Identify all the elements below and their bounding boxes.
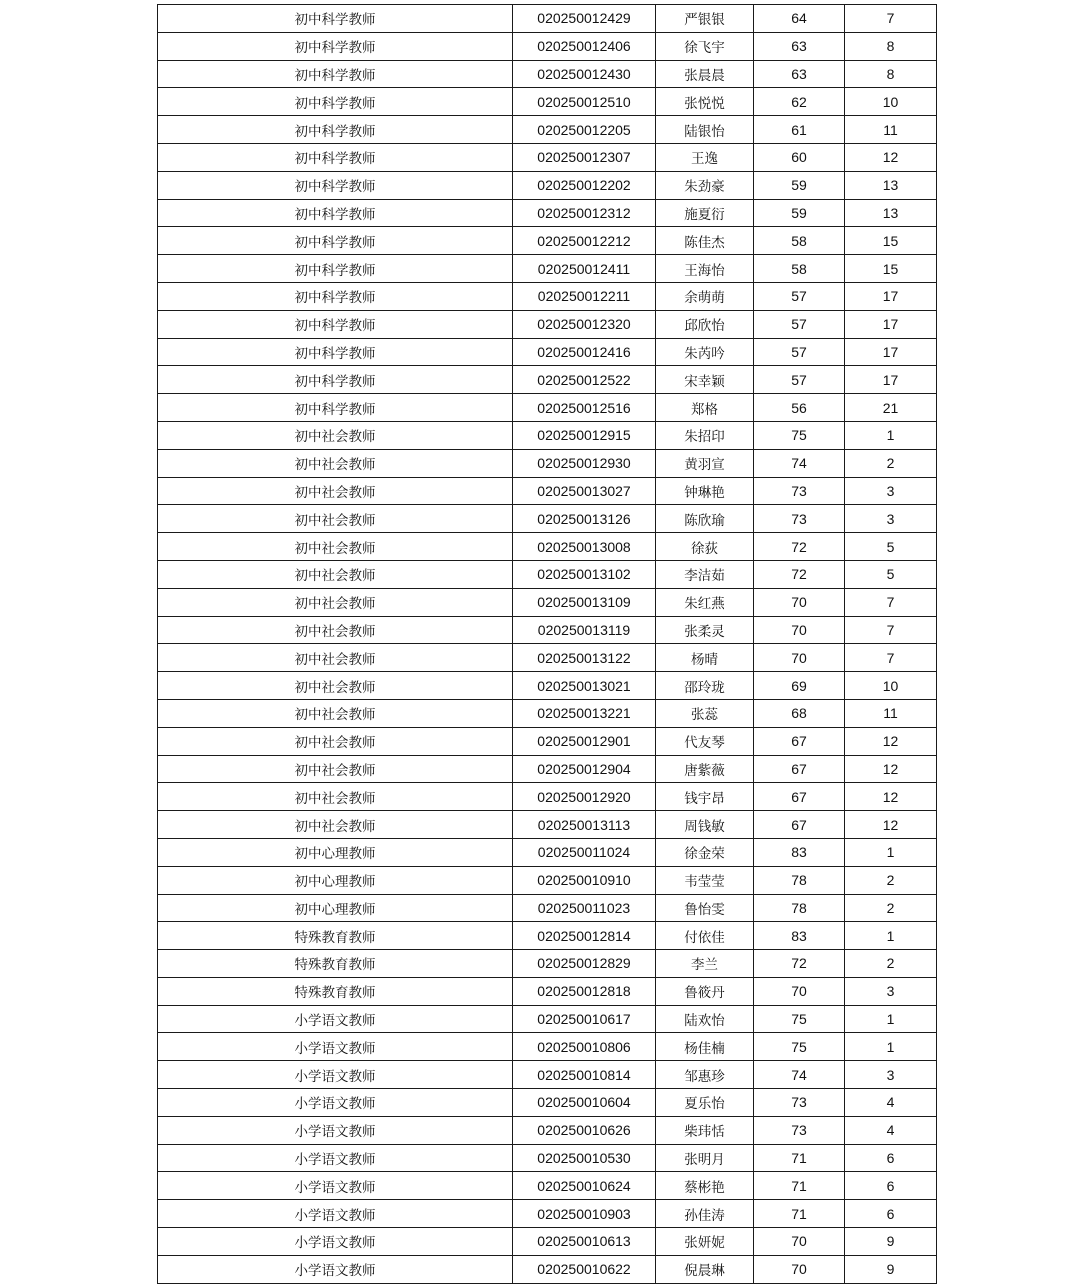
exam-number-cell: 020250012430	[513, 60, 656, 88]
score-cell: 67	[754, 755, 845, 783]
candidate-name-cell: 张柔灵	[656, 616, 754, 644]
exam-number-cell: 020250013221	[513, 699, 656, 727]
table-row	[158, 1033, 937, 1061]
exam-number-cell: 020250013113	[513, 811, 656, 839]
table-row	[158, 143, 937, 171]
position-cell: 初中心理教师	[158, 838, 513, 866]
score-cell: 71	[754, 1144, 845, 1172]
score-cell: 63	[754, 60, 845, 88]
score-cell: 56	[754, 394, 845, 422]
exam-number-cell: 020250013008	[513, 533, 656, 561]
rank-cell: 15	[845, 255, 937, 283]
exam-number-cell: 020250012416	[513, 338, 656, 366]
exam-number-cell: 020250012814	[513, 922, 656, 950]
exam-number-cell: 020250013021	[513, 672, 656, 700]
candidate-name-cell: 杨晴	[656, 644, 754, 672]
score-cell: 59	[754, 171, 845, 199]
rank-cell: 7	[845, 588, 937, 616]
candidate-name-cell: 张明月	[656, 1144, 754, 1172]
score-cell: 75	[754, 1005, 845, 1033]
score-cell: 67	[754, 811, 845, 839]
rank-cell: 13	[845, 199, 937, 227]
position-cell: 特殊教育教师	[158, 977, 513, 1005]
score-cell: 75	[754, 1033, 845, 1061]
score-cell: 63	[754, 32, 845, 60]
candidate-name-cell: 朱芮吟	[656, 338, 754, 366]
table-row	[158, 32, 937, 60]
exam-number-cell: 020250012915	[513, 421, 656, 449]
rank-cell: 1	[845, 1033, 937, 1061]
table-row	[158, 672, 937, 700]
candidate-name-cell: 夏乐怡	[656, 1089, 754, 1117]
position-cell: 初中社会教师	[158, 783, 513, 811]
candidate-name-cell: 朱招印	[656, 421, 754, 449]
position-cell: 初中社会教师	[158, 421, 513, 449]
exam-number-cell: 020250012522	[513, 366, 656, 394]
candidate-name-cell: 王逸	[656, 143, 754, 171]
table-row	[158, 394, 937, 422]
rank-cell: 6	[845, 1144, 937, 1172]
position-cell: 初中科学教师	[158, 116, 513, 144]
exam-number-cell: 020250012516	[513, 394, 656, 422]
score-ranking-table	[157, 4, 937, 1284]
score-cell: 83	[754, 922, 845, 950]
exam-number-cell: 020250010910	[513, 866, 656, 894]
position-cell: 小学语文教师	[158, 1089, 513, 1117]
score-cell: 78	[754, 866, 845, 894]
rank-cell: 10	[845, 88, 937, 116]
candidate-name-cell: 鲁筱丹	[656, 977, 754, 1005]
table-row	[158, 1228, 937, 1256]
table-row	[158, 755, 937, 783]
position-cell: 初中科学教师	[158, 171, 513, 199]
rank-cell: 3	[845, 1061, 937, 1089]
score-cell: 73	[754, 477, 845, 505]
table-row	[158, 1005, 937, 1033]
candidate-name-cell: 陆银怡	[656, 116, 754, 144]
exam-number-cell: 020250012904	[513, 755, 656, 783]
score-cell: 73	[754, 505, 845, 533]
candidate-name-cell: 严银银	[656, 5, 754, 33]
table-row	[158, 255, 937, 283]
score-cell: 74	[754, 1061, 845, 1089]
score-cell: 64	[754, 5, 845, 33]
rank-cell: 15	[845, 227, 937, 255]
table-body	[158, 5, 937, 1284]
score-cell: 73	[754, 1116, 845, 1144]
rank-cell: 12	[845, 727, 937, 755]
exam-number-cell: 020250013102	[513, 560, 656, 588]
position-cell: 初中社会教师	[158, 449, 513, 477]
candidate-name-cell: 付依佳	[656, 922, 754, 950]
score-cell: 57	[754, 310, 845, 338]
table-row	[158, 1255, 937, 1283]
score-cell: 57	[754, 338, 845, 366]
exam-number-cell: 020250010626	[513, 1116, 656, 1144]
table-row	[158, 950, 937, 978]
score-cell: 72	[754, 560, 845, 588]
position-cell: 小学语文教师	[158, 1144, 513, 1172]
position-cell: 小学语文教师	[158, 1005, 513, 1033]
exam-number-cell: 020250012411	[513, 255, 656, 283]
rank-cell: 3	[845, 477, 937, 505]
candidate-name-cell: 代友琴	[656, 727, 754, 755]
position-cell: 小学语文教师	[158, 1033, 513, 1061]
position-cell: 小学语文教师	[158, 1116, 513, 1144]
table-row	[158, 366, 937, 394]
table-row	[158, 171, 937, 199]
table-row	[158, 894, 937, 922]
rank-cell: 6	[845, 1200, 937, 1228]
exam-number-cell: 020250012312	[513, 199, 656, 227]
rank-cell: 2	[845, 449, 937, 477]
candidate-name-cell: 张悦悦	[656, 88, 754, 116]
table-row	[158, 783, 937, 811]
score-cell: 67	[754, 783, 845, 811]
rank-cell: 12	[845, 143, 937, 171]
table-row	[158, 727, 937, 755]
position-cell: 初中社会教师	[158, 727, 513, 755]
table-row	[158, 699, 937, 727]
score-cell: 70	[754, 977, 845, 1005]
position-cell: 小学语文教师	[158, 1255, 513, 1283]
position-cell: 特殊教育教师	[158, 950, 513, 978]
candidate-name-cell: 孙佳涛	[656, 1200, 754, 1228]
exam-number-cell: 020250012920	[513, 783, 656, 811]
position-cell: 初中科学教师	[158, 338, 513, 366]
table-row	[158, 866, 937, 894]
exam-number-cell: 020250012211	[513, 282, 656, 310]
rank-cell: 17	[845, 338, 937, 366]
position-cell: 小学语文教师	[158, 1172, 513, 1200]
score-cell: 70	[754, 588, 845, 616]
table-row	[158, 1200, 937, 1228]
score-cell: 70	[754, 616, 845, 644]
rank-cell: 21	[845, 394, 937, 422]
score-cell: 58	[754, 255, 845, 283]
exam-number-cell: 020250010814	[513, 1061, 656, 1089]
table-row	[158, 60, 937, 88]
rank-cell: 7	[845, 5, 937, 33]
candidate-name-cell: 陆欢怡	[656, 1005, 754, 1033]
table-row	[158, 477, 937, 505]
exam-number-cell: 020250010617	[513, 1005, 656, 1033]
table-row	[158, 5, 937, 33]
exam-number-cell: 020250010622	[513, 1255, 656, 1283]
score-cell: 70	[754, 644, 845, 672]
score-cell: 57	[754, 366, 845, 394]
position-cell: 初中科学教师	[158, 282, 513, 310]
table-row	[158, 560, 937, 588]
score-cell: 60	[754, 143, 845, 171]
rank-cell: 1	[845, 1005, 937, 1033]
candidate-name-cell: 邵玲珑	[656, 672, 754, 700]
candidate-name-cell: 杨佳楠	[656, 1033, 754, 1061]
position-cell: 初中社会教师	[158, 505, 513, 533]
exam-number-cell: 020250010530	[513, 1144, 656, 1172]
rank-cell: 12	[845, 783, 937, 811]
table-row	[158, 1061, 937, 1089]
rank-cell: 8	[845, 32, 937, 60]
score-cell: 61	[754, 116, 845, 144]
position-cell: 初中科学教师	[158, 143, 513, 171]
position-cell: 初中科学教师	[158, 5, 513, 33]
exam-number-cell: 020250012510	[513, 88, 656, 116]
candidate-name-cell: 邹惠珍	[656, 1061, 754, 1089]
exam-number-cell: 020250012205	[513, 116, 656, 144]
score-cell: 69	[754, 672, 845, 700]
score-cell: 75	[754, 421, 845, 449]
rank-cell: 10	[845, 672, 937, 700]
table-row	[158, 227, 937, 255]
exam-number-cell: 020250012829	[513, 950, 656, 978]
table-row	[158, 421, 937, 449]
exam-number-cell: 020250012429	[513, 5, 656, 33]
rank-cell: 4	[845, 1116, 937, 1144]
table-row	[158, 338, 937, 366]
table-row	[158, 449, 937, 477]
rank-cell: 17	[845, 310, 937, 338]
rank-cell: 3	[845, 977, 937, 1005]
rank-cell: 12	[845, 811, 937, 839]
candidate-name-cell: 陈佳杰	[656, 227, 754, 255]
candidate-name-cell: 蔡彬艳	[656, 1172, 754, 1200]
score-cell: 72	[754, 533, 845, 561]
rank-cell: 11	[845, 699, 937, 727]
score-cell: 58	[754, 227, 845, 255]
position-cell: 初中科学教师	[158, 227, 513, 255]
position-cell: 初中科学教师	[158, 88, 513, 116]
rank-cell: 13	[845, 171, 937, 199]
candidate-name-cell: 柴玮恬	[656, 1116, 754, 1144]
exam-number-cell: 020250012320	[513, 310, 656, 338]
candidate-name-cell: 张妍妮	[656, 1228, 754, 1256]
exam-number-cell: 020250010613	[513, 1228, 656, 1256]
rank-cell: 2	[845, 866, 937, 894]
candidate-name-cell: 倪晨琳	[656, 1255, 754, 1283]
position-cell: 初中科学教师	[158, 199, 513, 227]
position-cell: 初中科学教师	[158, 310, 513, 338]
table-row	[158, 1172, 937, 1200]
position-cell: 初中社会教师	[158, 560, 513, 588]
score-cell: 62	[754, 88, 845, 116]
candidate-name-cell: 徐飞宇	[656, 32, 754, 60]
position-cell: 初中社会教师	[158, 588, 513, 616]
exam-number-cell: 020250012212	[513, 227, 656, 255]
candidate-name-cell: 宋幸颖	[656, 366, 754, 394]
table-row	[158, 1116, 937, 1144]
exam-number-cell: 020250011024	[513, 838, 656, 866]
score-cell: 74	[754, 449, 845, 477]
rank-cell: 8	[845, 60, 937, 88]
table-row	[158, 922, 937, 950]
score-cell: 59	[754, 199, 845, 227]
candidate-name-cell: 邱欣怡	[656, 310, 754, 338]
position-cell: 初中科学教师	[158, 255, 513, 283]
candidate-name-cell: 张晨晨	[656, 60, 754, 88]
rank-cell: 17	[845, 366, 937, 394]
candidate-name-cell: 钱宇昂	[656, 783, 754, 811]
position-cell: 初中科学教师	[158, 60, 513, 88]
score-cell: 57	[754, 282, 845, 310]
rank-cell: 4	[845, 1089, 937, 1117]
score-cell: 71	[754, 1200, 845, 1228]
score-cell: 70	[754, 1255, 845, 1283]
candidate-name-cell: 鲁怡雯	[656, 894, 754, 922]
table-row	[158, 1144, 937, 1172]
exam-number-cell: 020250011023	[513, 894, 656, 922]
score-cell: 78	[754, 894, 845, 922]
table-row	[158, 838, 937, 866]
candidate-name-cell: 陈欣瑜	[656, 505, 754, 533]
exam-number-cell: 020250013027	[513, 477, 656, 505]
rank-cell: 2	[845, 894, 937, 922]
table-row	[158, 310, 937, 338]
candidate-name-cell: 徐荻	[656, 533, 754, 561]
rank-cell: 6	[845, 1172, 937, 1200]
position-cell: 初中社会教师	[158, 811, 513, 839]
rank-cell: 1	[845, 922, 937, 950]
exam-number-cell: 020250012930	[513, 449, 656, 477]
position-cell: 初中社会教师	[158, 699, 513, 727]
candidate-name-cell: 张蕊	[656, 699, 754, 727]
table-row	[158, 588, 937, 616]
candidate-name-cell: 施夏衍	[656, 199, 754, 227]
exam-number-cell: 020250010624	[513, 1172, 656, 1200]
candidate-name-cell: 郑格	[656, 394, 754, 422]
exam-number-cell: 020250010604	[513, 1089, 656, 1117]
table-row	[158, 199, 937, 227]
table-row	[158, 977, 937, 1005]
exam-number-cell: 020250013119	[513, 616, 656, 644]
rank-cell: 1	[845, 838, 937, 866]
score-cell: 67	[754, 727, 845, 755]
position-cell: 初中社会教师	[158, 755, 513, 783]
candidate-name-cell: 韦莹莹	[656, 866, 754, 894]
table-row	[158, 616, 937, 644]
exam-number-cell: 020250013109	[513, 588, 656, 616]
rank-cell: 7	[845, 644, 937, 672]
score-cell: 70	[754, 1228, 845, 1256]
rank-cell: 2	[845, 950, 937, 978]
candidate-name-cell: 朱劲豪	[656, 171, 754, 199]
position-cell: 初中科学教师	[158, 366, 513, 394]
rank-cell: 3	[845, 505, 937, 533]
score-cell: 71	[754, 1172, 845, 1200]
rank-cell: 7	[845, 616, 937, 644]
candidate-name-cell: 徐金荣	[656, 838, 754, 866]
exam-number-cell: 020250010806	[513, 1033, 656, 1061]
position-cell: 初中科学教师	[158, 32, 513, 60]
table-row	[158, 88, 937, 116]
position-cell: 特殊教育教师	[158, 922, 513, 950]
table-row	[158, 811, 937, 839]
exam-number-cell: 020250013126	[513, 505, 656, 533]
candidate-name-cell: 王海怡	[656, 255, 754, 283]
candidate-name-cell: 钟琳艳	[656, 477, 754, 505]
score-cell: 73	[754, 1089, 845, 1117]
exam-number-cell: 020250012901	[513, 727, 656, 755]
table-row	[158, 282, 937, 310]
position-cell: 初中社会教师	[158, 644, 513, 672]
table-row	[158, 116, 937, 144]
results-table-wrapper	[157, 4, 937, 1284]
rank-cell: 1	[845, 421, 937, 449]
position-cell: 初中社会教师	[158, 477, 513, 505]
score-cell: 72	[754, 950, 845, 978]
rank-cell: 9	[845, 1228, 937, 1256]
candidate-name-cell: 唐紫薇	[656, 755, 754, 783]
score-cell: 68	[754, 699, 845, 727]
table-row	[158, 505, 937, 533]
position-cell: 小学语文教师	[158, 1061, 513, 1089]
rank-cell: 12	[845, 755, 937, 783]
exam-number-cell: 020250012307	[513, 143, 656, 171]
position-cell: 小学语文教师	[158, 1228, 513, 1256]
candidate-name-cell: 朱红燕	[656, 588, 754, 616]
candidate-name-cell: 李兰	[656, 950, 754, 978]
exam-number-cell: 020250012202	[513, 171, 656, 199]
rank-cell: 5	[845, 560, 937, 588]
candidate-name-cell: 黄羽宣	[656, 449, 754, 477]
position-cell: 初中科学教师	[158, 394, 513, 422]
candidate-name-cell: 余萌萌	[656, 282, 754, 310]
exam-number-cell: 020250012406	[513, 32, 656, 60]
position-cell: 初中社会教师	[158, 672, 513, 700]
table-row	[158, 533, 937, 561]
position-cell: 初中心理教师	[158, 894, 513, 922]
candidate-name-cell: 李洁茹	[656, 560, 754, 588]
table-row	[158, 644, 937, 672]
candidate-name-cell: 周钱敏	[656, 811, 754, 839]
position-cell: 初中社会教师	[158, 616, 513, 644]
rank-cell: 5	[845, 533, 937, 561]
exam-number-cell: 020250012818	[513, 977, 656, 1005]
rank-cell: 9	[845, 1255, 937, 1283]
position-cell: 小学语文教师	[158, 1200, 513, 1228]
score-cell: 83	[754, 838, 845, 866]
table-row	[158, 1089, 937, 1117]
exam-number-cell: 020250010903	[513, 1200, 656, 1228]
position-cell: 初中心理教师	[158, 866, 513, 894]
exam-number-cell: 020250013122	[513, 644, 656, 672]
rank-cell: 17	[845, 282, 937, 310]
rank-cell: 11	[845, 116, 937, 144]
position-cell: 初中社会教师	[158, 533, 513, 561]
